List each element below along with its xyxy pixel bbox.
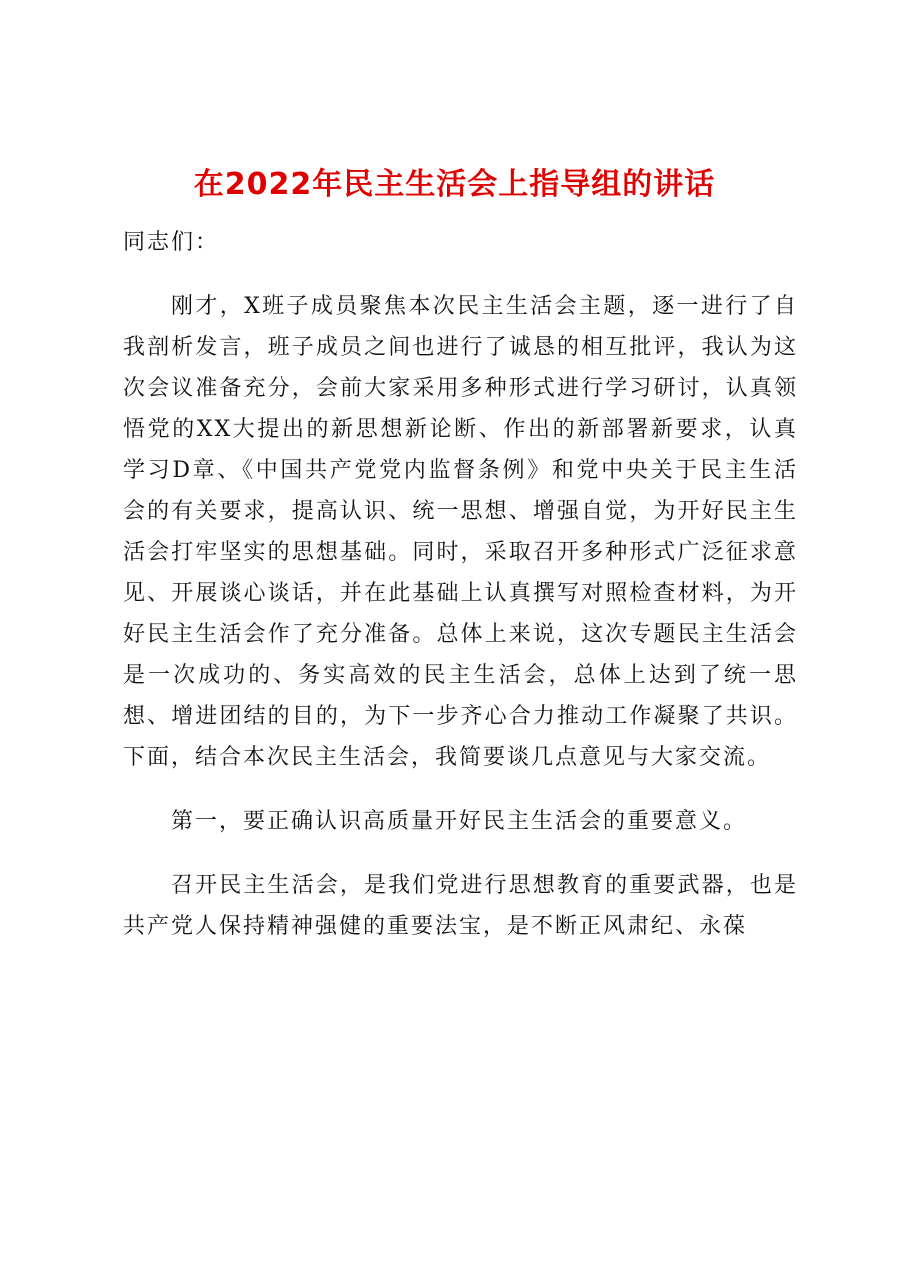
greeting: 同志们： bbox=[123, 230, 220, 255]
document-title: 在2022年民主生活会上指导组的讲话 bbox=[193, 167, 716, 202]
document-body bbox=[123, 222, 798, 970]
paragraph-intro: 刚才，X班子成员聚焦本次民主生活会主题，逐一进行了自我剖析发言，班子成员之间也进行了诚恳的相互批评，我认为这次会议准备充分，会前大家采用多种形式进行学习研讨，认真领悟党的XX大提出的新思想新论断、作出的新部署新要求，认真学习D章、《中国共产党党内监督条例》和党中央关于民主生活会的有关要求，提高认识、统一思想、增强自觉，为开好民主生活会打牢坚实的思想基础。同时，采取召开多种形式广泛征求意见、开展谈心谈话，并在此基础上认真撰写对照检查材料，为开好民主生活会作了充分准备。总体上来说，这次专题民主生活会是一次成功的、务实高效的民主生活会，总体上达到了统一思想、增进团结的目的，为下一步齐心合力推动工作凝聚了共识。下面，结合本次民主生活会，我简要谈几点意见与大家交流。 bbox=[123, 294, 798, 770]
paragraph-heading-first: 第一，要正确认识高质量开好民主生活会的重要意义。 bbox=[171, 809, 748, 834]
paragraph-significance: 召开民主生活会，是我们党进行思想教育的重要武器，也是共产党人保持精神强健的重要法宝，是不断正风肃纪、永葆 bbox=[123, 873, 798, 939]
